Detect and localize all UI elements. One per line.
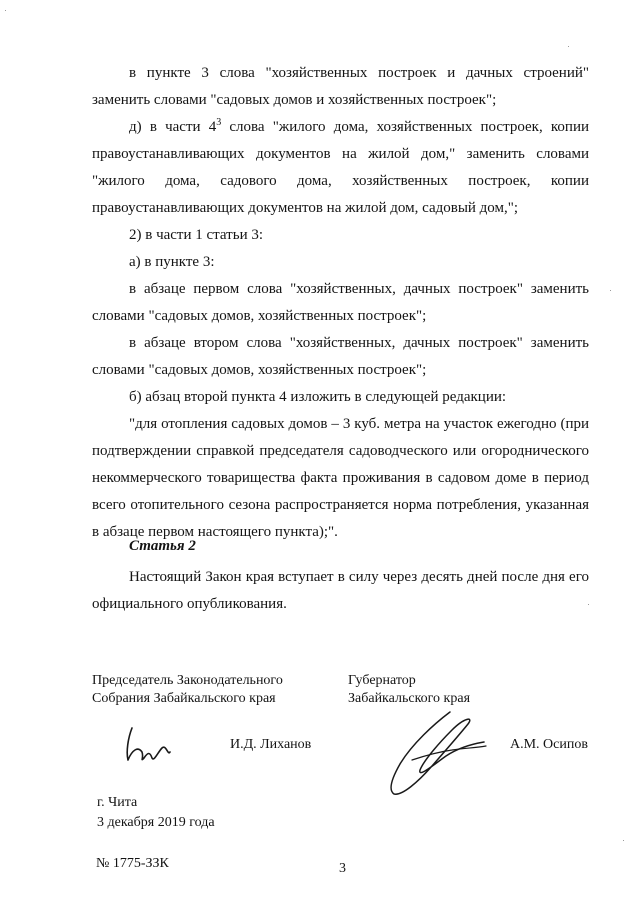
article-2-text: Настоящий Закон края вступает в силу через десять дней после дня его официального опубликования. bbox=[92, 569, 589, 612]
item-d-rest: слова "жилого дома, хозяйственных построек, копии правоустанавливающих документов на жилой дом," заменить словами "жилого дома, садового дома, хозяйственных построек, копии правоустанавливающих документов на жилой дом, садовый дом,"; bbox=[92, 119, 590, 216]
left-signatory-name: И.Д. Лиханов bbox=[230, 737, 312, 752]
scan-speck bbox=[568, 46, 569, 47]
paragraph-quoted-text: "для отопления садовых домов – 3 куб. метра на участок ежегодно (при подтверждении справкой председателя садоводческого или огороднического некоммерческого товарищества факта проживания в садовом доме в период всего отопительного сезона распространяется норма потребления, указанная в абзаце первом настоящего пункта);". bbox=[92, 416, 589, 540]
left-signatory-title-1: Председатель Законодательного bbox=[92, 673, 283, 688]
paragraph-part-1-article-3: 2) в части 1 статьи 3: bbox=[129, 227, 264, 243]
signing-date: 3 декабря 2019 года bbox=[97, 815, 215, 830]
right-signatory-name: А.М. Осипов bbox=[510, 737, 588, 752]
paragraph-item-d bbox=[92, 114, 589, 222]
paragraph-abzac-first: в абзаце первом слова "хозяйственных, дачных построек" заменить словами "садовых домов, хозяйственных построек"; bbox=[92, 281, 589, 324]
paragraph-abzac-second: в абзаце втором слова "хозяйственных, дачных построек" заменить словами "садовых домов, хозяйственных построек"; bbox=[92, 335, 589, 378]
item-d-superscript: 3 bbox=[216, 117, 222, 128]
paragraph-item-a: а) в пункте 3: bbox=[129, 254, 215, 270]
right-signatory-title-1: Губернатор bbox=[348, 673, 416, 688]
scan-speck bbox=[623, 840, 624, 841]
article-heading: Статья 2 bbox=[129, 538, 196, 554]
scan-speck bbox=[610, 290, 611, 291]
paragraph-item-3-replace: в пункте 3 слова "хозяйственных построек и дачных строений" заменить словами "садовых домов и хозяйственных построек"; bbox=[92, 65, 589, 108]
scan-speck bbox=[588, 604, 589, 605]
left-signature-icon bbox=[118, 722, 178, 770]
signing-city: г. Чита bbox=[97, 795, 138, 810]
law-number: № 1775-ЗЗК bbox=[96, 856, 169, 871]
item-d-prefix: д) в части 4 bbox=[129, 119, 217, 135]
page-number: 3 bbox=[339, 861, 346, 876]
paragraph-item-b: б) абзац второй пункта 4 изложить в следующей редакции: bbox=[129, 389, 507, 405]
scan-speck bbox=[5, 10, 6, 11]
right-signatory-title-2: Забайкальского края bbox=[348, 691, 471, 706]
left-signatory-title-2: Собрания Забайкальского края bbox=[92, 691, 276, 706]
right-signature-icon bbox=[372, 704, 500, 804]
